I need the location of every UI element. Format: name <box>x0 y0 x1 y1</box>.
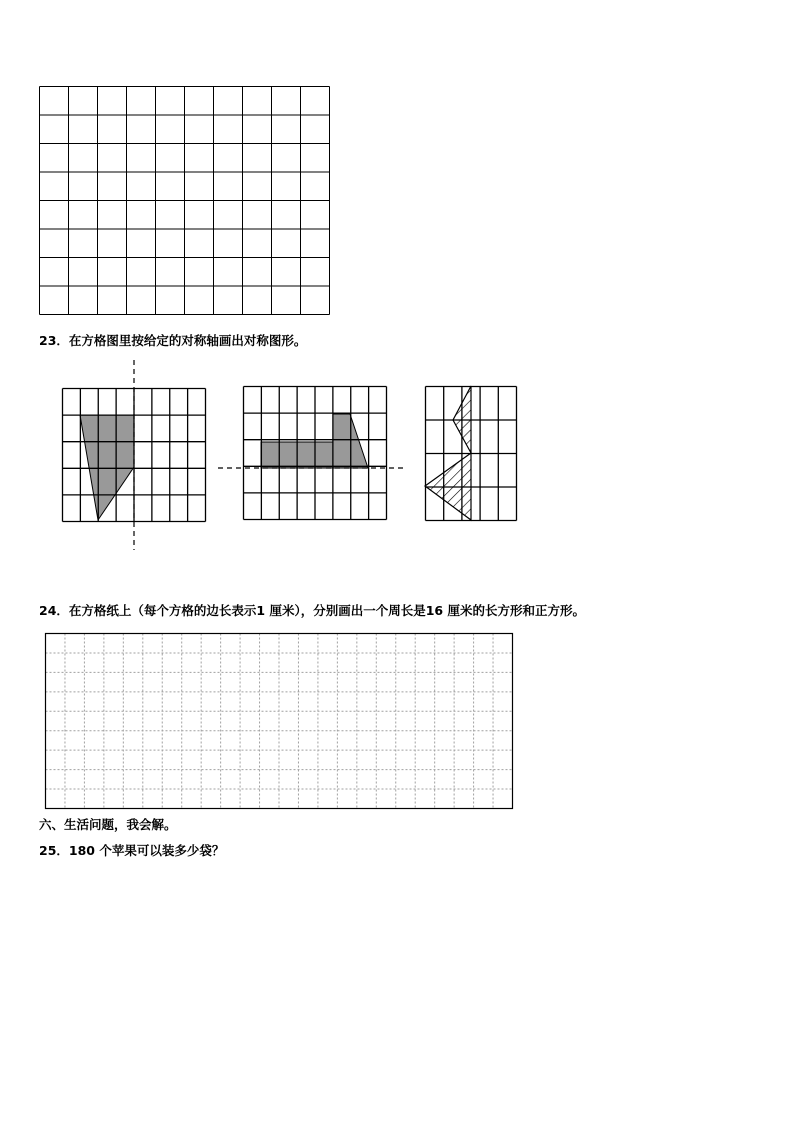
symmetry-figure-1 <box>62 360 212 555</box>
dotted-grid-paper <box>45 633 514 810</box>
question-25-text: 25．180 个苹果可以装多少袋？ <box>39 843 225 858</box>
shaded-quadrilateral <box>80 415 134 520</box>
blank-grid-top <box>39 86 331 316</box>
symmetry-figure-2 <box>218 386 408 526</box>
question-23-text: 23．在方格图里按给定的对称轴画出对称图形。 <box>39 333 307 348</box>
section-6-heading: 六、生活问题，我会解。 <box>39 817 177 832</box>
symmetry-figure-3 <box>425 386 517 521</box>
question-24-text: 24．在方格纸上（每个方格的边长表示1 厘米），分别画出一个周长是16 厘米的长方形和正方形。 <box>39 603 585 618</box>
